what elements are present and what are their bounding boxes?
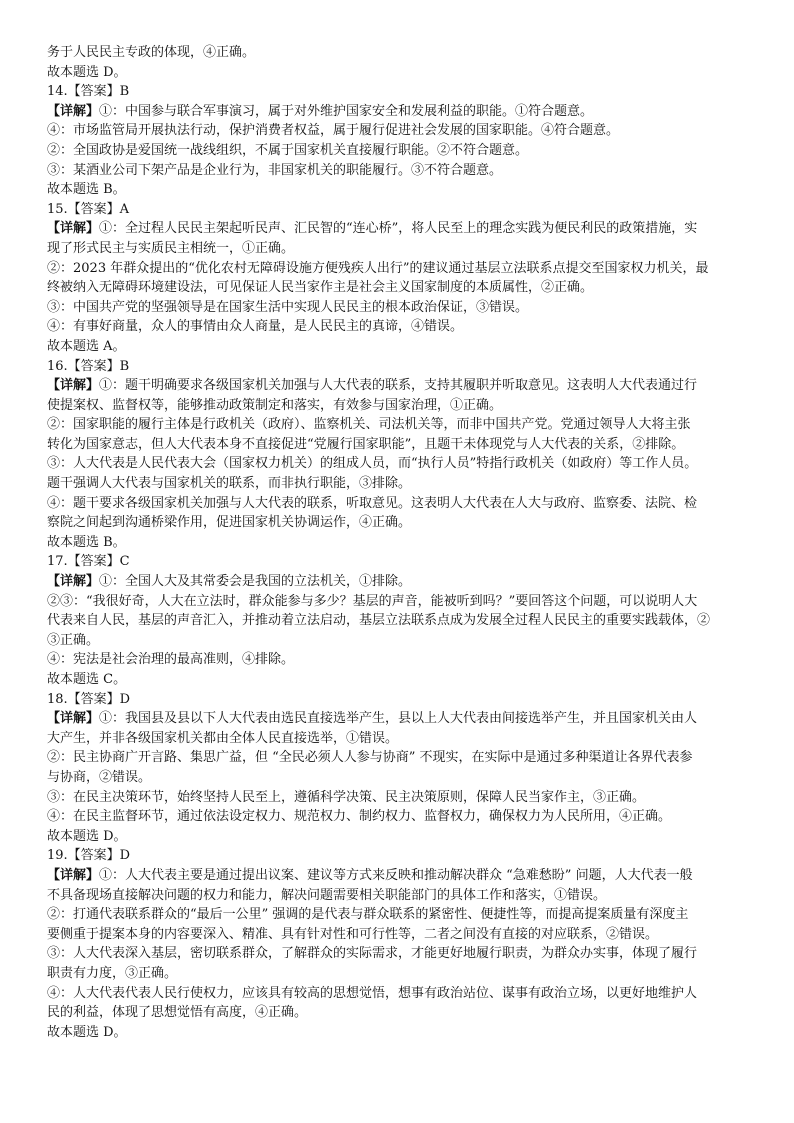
line-text: 17.【答案】C	[47, 554, 130, 570]
line-text: 题干强调人大代表与国家机关的联系，而非执行职能，③排除。	[47, 476, 412, 492]
line-text: ④：有事好商量，众人的事情由众人商量，是人民民主的真谛，④错误。	[47, 319, 464, 335]
line-text: ②：全国政协是爱国统一战线组织，不属于国家机关直接履行职能。②不符合题意。	[47, 142, 529, 158]
text-line	[47, 807, 749, 827]
text-line	[47, 827, 749, 847]
detail-label: 【详解】	[47, 711, 100, 727]
text-line	[47, 259, 749, 279]
text-line	[47, 337, 749, 357]
line-text: ①：中国参与联合军事演习，属于对外维护国家安全和发展利益的职能。①符合题意。	[99, 103, 594, 119]
line-text: ①：题干明确要求各级国家机关加强与人大代表的联系，支持其履职并听取意见。这表明人大代表通过行	[99, 378, 698, 394]
text-line	[47, 317, 749, 337]
line-text: 故本题选 B。	[47, 534, 126, 550]
text-line	[47, 239, 749, 259]
text-line	[47, 866, 749, 886]
text-line	[47, 1003, 749, 1023]
text-line	[47, 298, 749, 318]
line-text: ③：某酒业公司下架产品是企业行为，非国家机关的职能履行。③不符合题意。	[47, 162, 503, 178]
text-line	[47, 533, 749, 553]
line-text: 15.【答案】A	[47, 201, 130, 217]
line-text: ②：民主协商广开言路、集思广益，但 “全民必须人人参与协商” 不现实，在实际中是通过多种渠道让各界代表参	[47, 750, 693, 766]
text-line	[47, 572, 749, 592]
text-line	[47, 474, 749, 494]
text-line	[47, 494, 749, 514]
text-line	[47, 180, 749, 200]
line-text: ②：打通代表联系群众的“最后一公里” 强调的是代表与群众联系的紧密性、便捷性等，而提高提案质量有深度主	[47, 907, 689, 923]
text-line	[47, 43, 749, 63]
line-text: 故本题选 B。	[47, 182, 126, 198]
text-line	[47, 278, 749, 298]
text-line	[47, 768, 749, 788]
text-line	[47, 121, 749, 141]
text-line	[47, 650, 749, 670]
line-text: 故本题选 C。	[47, 672, 127, 687]
line-text: ①：人大代表主要是通过提出议案、建议等方式来反映和推动解决群众 “急难愁盼” 问题，人大代表一般	[99, 867, 693, 883]
line-text: 代表来自人民，基层的声音汇入，并推动着立法启动，基层立法联系点成为发展全过程人民民主的重要实践载体，②	[47, 613, 711, 629]
text-line	[47, 454, 749, 474]
line-text: 大产生，并非各级国家机关都由全体人民直接选举，①错误。	[47, 730, 399, 746]
text-line	[47, 396, 749, 416]
line-text: ③：人大代表深入基层，密切联系群众，了解群众的实际需求，才能更好地履行职责，为群众办实事，体现了履行	[47, 946, 698, 962]
text-line	[47, 141, 749, 161]
text-line	[47, 944, 749, 964]
text-line	[47, 631, 749, 651]
text-line	[47, 552, 749, 572]
line-text: 不具备现场直接解决问题的权力和能力，解决问题需要相关职能部门的具体工作和落实，①错误。	[47, 887, 607, 903]
text-line	[47, 748, 749, 768]
line-text: 终被纳入无障碍环境建设法，可见保证人民当家作主是社会主义国家制度的本质属性，②正确。	[47, 280, 594, 296]
line-text: 故本题选 A。	[47, 338, 126, 354]
detail-label: 【详解】	[47, 574, 100, 590]
line-text: 故本题选 D。	[47, 1024, 127, 1040]
detail-label: 【详解】	[47, 103, 100, 119]
text-line	[47, 219, 749, 239]
line-text: 18.【答案】D	[47, 691, 131, 707]
line-text: 14.【答案】B	[47, 84, 130, 100]
text-line	[47, 670, 749, 690]
text-line	[47, 905, 749, 925]
text-line	[47, 102, 749, 122]
line-text: 16.【答案】B	[47, 358, 130, 374]
line-text: 故本题选 D。	[47, 828, 127, 844]
detail-label: 【详解】	[47, 221, 100, 237]
line-text: ③：人大代表是人民代表大会（国家权力机关）的组成人员，而“执行人员”特指行政机关（如政府）等工作人员。	[47, 456, 698, 472]
line-text: ①：我国县及县以下人大代表由选民直接选举产生，县以上人大代表由间接选举产生，并且国家机关由人	[99, 711, 698, 727]
line-text: ④：题干要求各级国家机关加强与人大代表的联系，听取意见。这表明人大代表在人大与政府、监察委、法院、检	[47, 495, 698, 511]
line-text: ①：全国人大及其常委会是我国的立法机关，①排除。	[99, 574, 412, 590]
text-line	[47, 435, 749, 455]
text-line	[47, 376, 749, 396]
text-line	[47, 611, 749, 631]
line-text: 19.【答案】D	[47, 848, 131, 864]
text-line	[47, 788, 749, 808]
line-text: 察院之间起到沟通桥梁作用，促进国家机关协调运作，④正确。	[47, 515, 412, 531]
line-text: 现了形式民主与实质民主相统一，①正确。	[47, 240, 295, 256]
text-line	[47, 513, 749, 533]
text-line	[47, 690, 749, 710]
text-line	[47, 729, 749, 749]
text-line	[47, 592, 749, 612]
text-line	[47, 886, 749, 906]
text-line	[47, 709, 749, 729]
line-text: 转化为国家意志，但人大代表本身不直接促进“党履行国家职能”，且题干未体现党与人大代表的关系，②排除。	[47, 436, 685, 452]
detail-label: 【详解】	[47, 867, 100, 883]
line-text: ④：市场监管局开展执法行动，保护消费者权益，属于履行促进社会发展的国家职能。④符合题意。	[47, 123, 620, 139]
line-text: 要侧重于提案本身的内容要深入、精准、具有针对性和可行性等，二者之间没有直接的对应联系，②错误。	[47, 926, 659, 942]
line-text: ④：宪法是社会治理的最高准则，④排除。	[47, 652, 295, 668]
line-text: ②：国家职能的履行主体是行政机关（政府）、监察机关、司法机关等，而非中国共产党。党通过领导人大将主张	[47, 417, 691, 433]
line-text: ①：全过程人民民主架起听民声、汇民智的“连心桥”，将人民至上的理念实践为便民利民的政策措施，实	[99, 221, 698, 237]
text-line	[47, 925, 749, 945]
line-text: 使提案权、监督权等，能够推动政策制定和落实，有效参与国家治理，①正确。	[47, 397, 503, 413]
line-text: 职责有力度，③正确。	[47, 965, 178, 981]
line-text: ③：在民主决策环节，始终坚持人民至上，遵循科学决策、民主决策原则，保障人民当家作主，③正确。	[47, 789, 646, 805]
line-text: ③正确。	[47, 632, 100, 648]
detail-label: 【详解】	[47, 378, 100, 394]
line-text: ④：人大代表代表人民行使权力，应该具有较高的思想觉悟，想事有政治站位、谋事有政治立场，以更好地维护人	[47, 985, 698, 1001]
text-line	[47, 415, 749, 435]
text-line	[47, 357, 749, 377]
text-line	[47, 161, 749, 181]
line-text: 故本题选 D。	[47, 64, 127, 80]
line-text: 与协商，②错误。	[47, 769, 152, 785]
text-line	[47, 846, 749, 866]
text-line	[47, 984, 749, 1004]
line-text: 务于人民民主专政的体现，④正确。	[47, 45, 256, 60]
text-line	[47, 63, 749, 83]
line-text: ③：中国共产党的坚强领导是在国家生活中实现人民民主的根本政治保证，③错误。	[47, 299, 529, 315]
text-line	[47, 1023, 749, 1043]
text-line	[47, 82, 749, 102]
line-text: 民的利益，体现了思想觉悟有高度，④正确。	[47, 1005, 308, 1021]
text-line	[47, 964, 749, 984]
line-text: ②③：“我很好奇，人大在立法时，群众能参与多少？基层的声音，能被听到吗？”要回答这个问题，可以说明人大	[47, 593, 698, 609]
text-line	[47, 200, 749, 220]
line-text: ②：2023 年群众提出的“优化农村无障碍设施方便残疾人出行”的建议通过基层立法联系点提交至国家权力机关，最	[47, 260, 709, 276]
line-text: ④：在民主监督环节，通过依法设定权力、规范权力、制约权力、监督权力，确保权力为人民所用，④正确。	[47, 809, 672, 825]
